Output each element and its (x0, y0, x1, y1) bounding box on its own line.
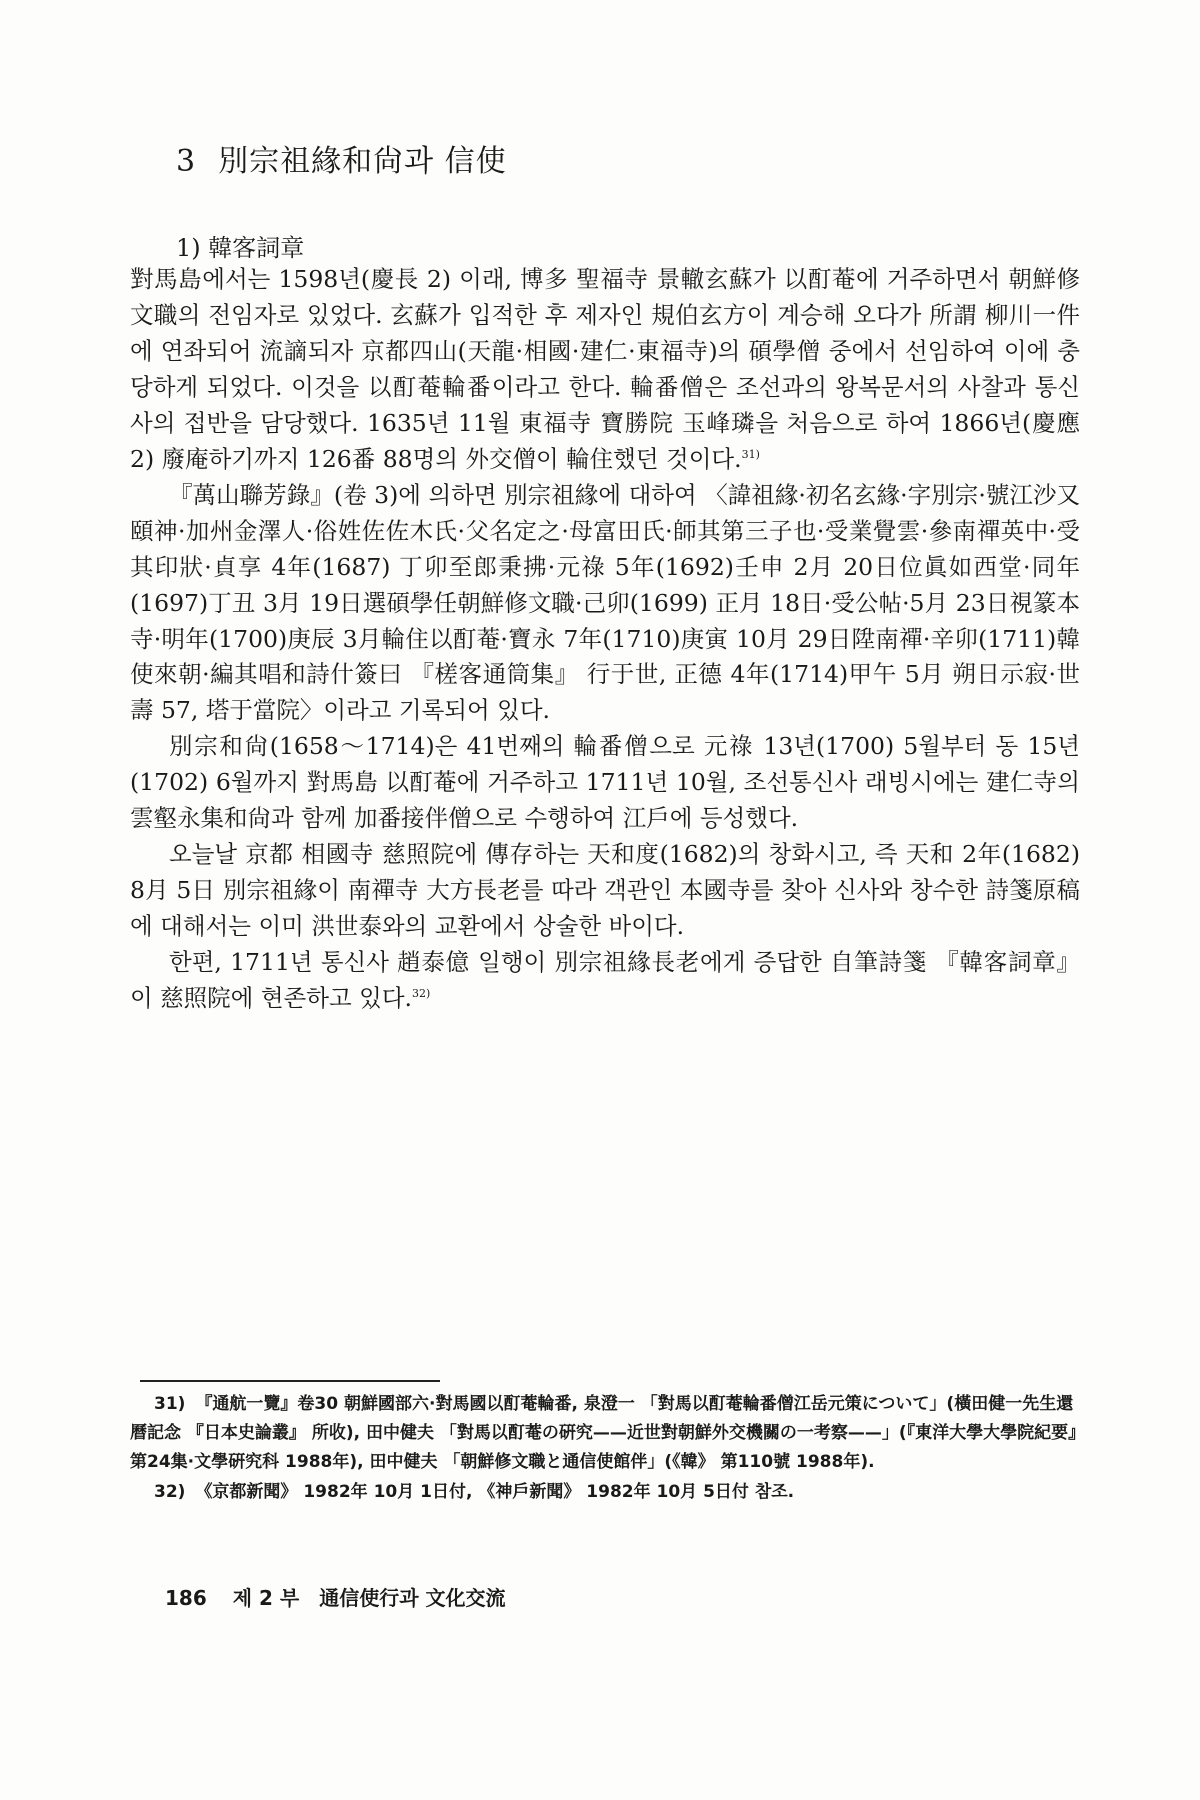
paragraph: 한편, 1711년 통신사 趙泰億 일행이 別宗祖緣長老에게 증답한 自筆詩箋 『韓客詞章』이 慈照院에 현존하고 있다.$^{32)}$ (130, 948, 1080, 1013)
section-title: 別宗祖緣和尙과 信使 (218, 144, 507, 179)
footnote-text: 『通航一覽』卷30 朝鮮國部六·對馬國以酊菴輪番, 泉澄一 「對馬以酊菴輪番僧江岳元策について」(橫田健一先生還曆記念 『日本史論叢』 所收), 田中健夫 「對馬以酊菴の硏究——近世對朝鮮外交機關の一考察——」(『東洋大學大學院紀要』第24集·文學硏究科 1988年), 田中健夫 「朝鮮修文職と通信使館伴」(《韓》 第110號 1988年). (130, 1394, 1077, 1473)
footnote-ref[interactable]: 31) (741, 447, 760, 461)
footnotes (130, 1390, 1082, 1507)
paragraph: 오늘날 京都 相國寺 慈照院에 傳存하는 天和度(1682)의 창화시고, 즉 天和 2年(1682) 8月 5日 別宗祖緣이 南禪寺 大方長老를 따라 객관인 本國寺를 찾아 신사와 창수한 詩箋原稿에 대해서는 이미 洪世泰와의 교환에서 상술한 바이다. (130, 840, 1080, 941)
footnote (130, 1390, 1082, 1478)
section-heading (176, 136, 507, 180)
page-footer (165, 1582, 506, 1611)
paragraph: 別宗和尙(1658～1714)은 41번째의 輪番僧으로 元祿 13년(1700) 5월부터 동 15년(1702) 6월까지 對馬島 以酊菴에 거주하고 1711년 10월, 조선통신사 래빙시에는 建仁寺의 雲壑永集和尙과 함께 加番接伴僧으로 수행하여 江戶에 등성했다. (130, 732, 1080, 833)
body-text (130, 262, 1080, 1017)
part-title: 通信使行과 文化交流 (319, 1586, 506, 1610)
footnote-divider (140, 1380, 440, 1382)
part-label: 제 2 부 (232, 1586, 300, 1610)
paragraph: 『萬山聯芳錄』(卷 3)에 의하면 別宗祖緣에 대하여 〈諱祖緣·初名玄緣·字別宗·號江沙又頤神·加州金澤人·俗姓佐佐木氏·父名定之·母富田氏·師其第三子也·受業覺雲·參南禪英中·受其印狀·貞享 4年(1687) 丁卯至郎秉拂·元祿 5年(1692)壬申 2月 20日位眞如西堂·同年(1697)丁丑 3月 19日選碩學任朝鮮修文職·己卯(1699) 正月 18日·受公帖·5月 23日視篆本寺·明年(1700)庚辰 3月輪住以酊菴·寶永 7年(1710)庚寅 10月 29日陞南禪·辛卯(1711)韓使來朝·編其唱和詩什簽曰 『槎客通筒集』 行于世, 正德 4年(1714)甲午 5月 朔日示寂·世壽 57, 塔于當院〉이라고 기록되어 있다. (130, 480, 1080, 725)
footnote-number: 32) (154, 1481, 186, 1502)
subsection-heading: 1) 韓客詞章 (176, 234, 305, 262)
footnote-number: 31) (154, 1394, 186, 1414)
section-number: 3 (176, 144, 197, 179)
footnote (130, 1478, 1082, 1507)
paragraph: 對馬島에서는 1598년(慶長 2) 이래, 博多 聖福寺 景轍玄蘇가 以酊菴에 거주하면서 朝鮮修文職의 전임자로 있었다. 玄蘇가 입적한 후 제자인 規伯玄方이 계승해 오다가 所謂 柳川一件에 연좌되어 流謫되자 京都四山(天龍·相國·建仁·東福寺)의 碩學僧 중에서 선임하여 이에 충당하게 되었다. 이것을 以酊菴輪番이라고 한다. 輪番僧은 조선과의 왕복문서의 사찰과 통신사의 접반을 담당했다. 1635년 11월 東福寺 寶勝院 玉峰璘을 처음으로 하여 1866년(慶應 2) 廢庵하기까지 126番 88명의 外交僧이 輪住했던 것이다.$^{31)}$ (130, 265, 1080, 473)
footnote-ref[interactable]: 32) (412, 987, 431, 1001)
footnote-text: 《京都新聞》 1982年 10月 1日付, 《神戶新聞》 1982年 10月 5日付 참조. (195, 1481, 795, 1502)
page-number: 186 (165, 1586, 207, 1610)
